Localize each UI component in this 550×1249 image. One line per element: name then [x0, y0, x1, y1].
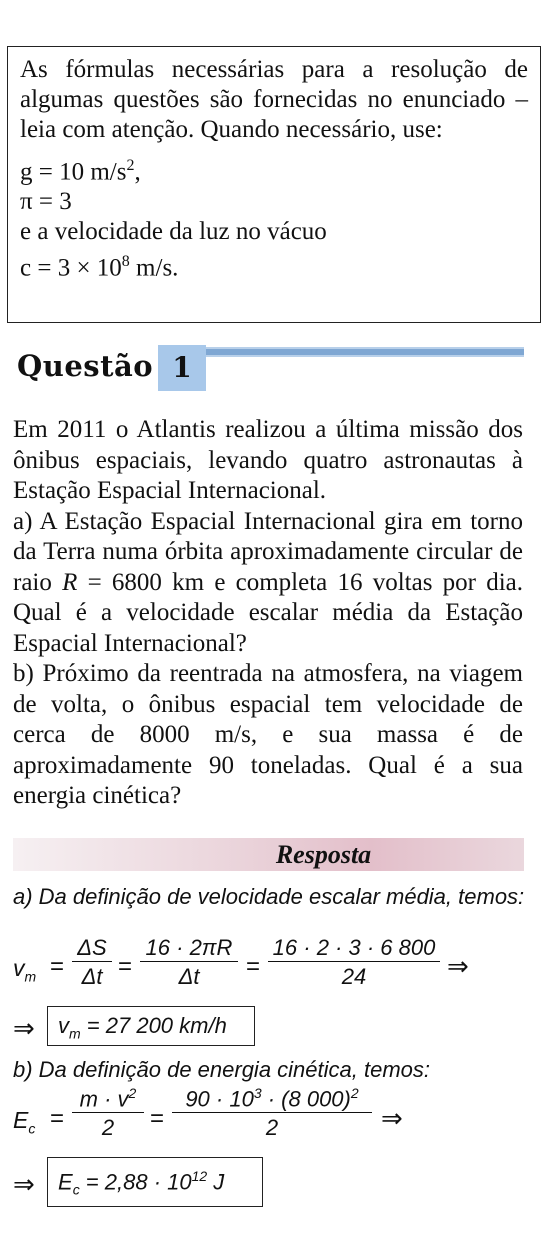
fraction-2pir: $\frac{16 \cdot 2\pi R}{\Delta t}$ [140, 935, 238, 990]
fraction-numeric: $\frac{16 \cdot 2 \cdot 3 \cdot 6 800}{24}$ [268, 935, 440, 990]
answer-a-intro: a) Da definição de velocidade escalar média, temos: [13, 884, 525, 909]
light-speed-text: e a velocidade da luz no vácuo [20, 218, 327, 246]
equals-2: = [118, 953, 133, 980]
equals-4: = [50, 1105, 65, 1132]
formula-box [7, 46, 541, 323]
implies-2: ⇒ [13, 1013, 35, 1043]
response-bar [13, 838, 524, 871]
answer-a-result: $v_m = 27$ 200 km/h [47, 1006, 255, 1046]
question-header [0, 336, 550, 396]
answer-b-result: $E_c = 2,88 \cdot 10^{12}$ J [47, 1157, 263, 1207]
header-band [205, 347, 524, 357]
response-title: Resposta [275, 840, 372, 869]
ec-symbol: $E_c$ [13, 1107, 36, 1137]
formula-intro: As fórmulas necessárias para a resolução de algumas questões são fornecidas no enunciado – leia com atenção. Quando necessário, use: [20, 56, 528, 143]
question-label: Questão [17, 349, 154, 383]
equals-3: = [246, 953, 261, 980]
equals-5: = [150, 1105, 165, 1132]
answer-b-intro: b) Da definição de energia cinética, temos: [13, 1057, 431, 1082]
question-part-b: b) Próximo da reentrada na atmosfera, na viagem de volta, o ônibus espacial tem velocidade de cerca de 8000 m/s, e sua massa é de aproximadamente 90 toneladas. Qual é a sua energia cinética? [13, 660, 523, 809]
question-number: 1 [158, 345, 206, 391]
pi-value: π = 3 [20, 188, 72, 216]
equals-1: = [50, 953, 65, 980]
light-speed-value: $c = 3 \times 10^8$ m/s. [20, 253, 179, 282]
implies-4: ⇒ [13, 1169, 35, 1199]
implies-3: ⇒ [381, 1103, 403, 1133]
fraction-ds-dt: $\frac{\Delta S}{\Delta t}$ [72, 935, 112, 990]
fraction-mv2: $\frac{m \cdot v^2}{2}$ [72, 1085, 144, 1141]
question-part-a: a) A Estação Espacial Internacional gira em torno da Terra numa órbita aproximadamente circular de raio R = 6800 km e completa 16 voltas por dia. Qual é a velocidade escalar média da Estação Espacial Internacional? [13, 507, 523, 657]
implies-1: ⇒ [447, 951, 469, 981]
question-body [13, 415, 523, 812]
fraction-ec-numeric: $\frac{90 \cdot 10^3 \cdot (8 000)^2}{2}$ [172, 1085, 372, 1141]
question-intro: Em 2011 o Atlantis realizou a última missão dos ônibus espaciais, levando quatro astronautas à Estação Espacial Internacional. [13, 416, 523, 504]
vm-symbol: $v_m$ [13, 955, 37, 985]
gravity-value: g = 10 $m/s^2$, [20, 157, 141, 186]
